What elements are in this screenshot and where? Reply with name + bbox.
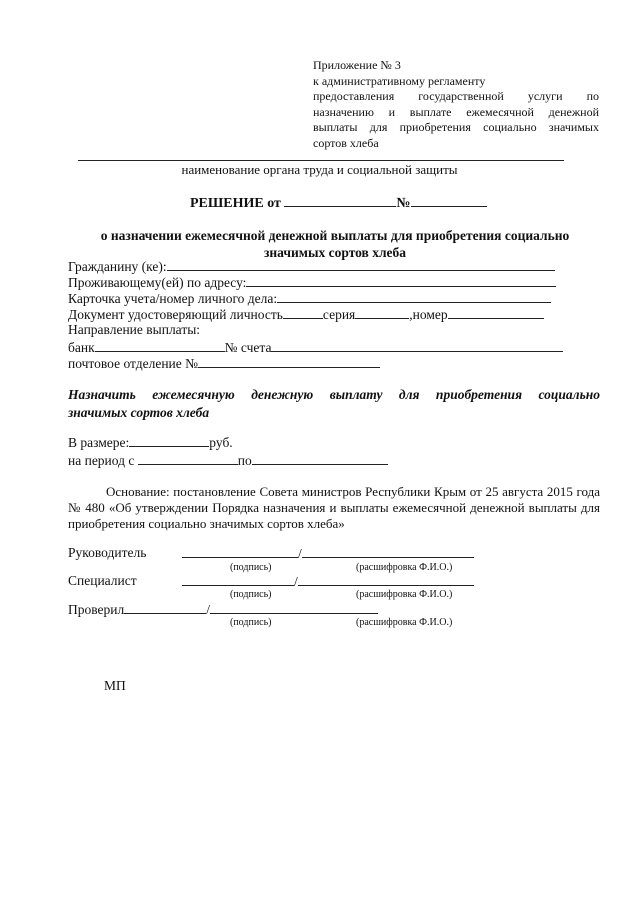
number-label: ,номер [409,307,448,322]
decision-line: Назначить ежемесячную денежную выплату для приобретения социально [68,387,600,402]
sign-caption: (подпись) [230,589,272,600]
appendix-line: к административному регламенту [313,73,486,88]
name-caption: (расшифровка Ф.И.О.) [356,617,453,628]
checked-signature-row [68,601,378,618]
period-from-field[interactable] [138,452,238,465]
post-field[interactable] [198,355,380,368]
name-caption: (расшифровка Ф.И.О.) [356,562,453,573]
address-row [68,274,556,291]
bank-row [68,339,563,356]
period-to-field[interactable] [252,452,388,465]
stamp-place: МП [104,678,126,693]
specialist-label: Специалист [68,573,137,588]
specialist-name-field[interactable] [298,573,474,586]
org-caption: наименование органа труда и социальной защиты [181,162,458,177]
slash: / [206,602,211,617]
direction-label: Направление выплаты: [68,322,201,337]
bank-label: банк [68,340,95,355]
account-field[interactable] [271,339,563,352]
decision-text [68,386,600,422]
citizen-label: Гражданину (ке): [68,259,167,274]
appendix-line: назначению и выплате ежемесячной денежной [313,104,599,119]
decision-date-field[interactable] [284,194,396,207]
decision-number-field[interactable] [411,194,487,207]
id-doc-row [68,306,544,323]
document-title [190,194,487,212]
card-label: Карточка учета/номер личного дела: [68,291,278,306]
appendix-line: предоставления государственной услуги по [313,89,599,104]
series-field[interactable] [355,306,409,319]
subtitle-line: значимых сортов хлеба [263,245,407,260]
basis-line: приобретения социально значимых сортов хлеба» [68,516,345,531]
amount-row [68,434,233,451]
basis-line: Основание: постановление Совета министров Республики Крым от 25 августа 2015 года [106,484,600,499]
amount-label: В размере: [68,435,130,450]
subtitle-line: о назначении ежемесячной денежной выплаты для приобретения социально [100,228,570,243]
citizen-field[interactable] [167,258,555,271]
appendix-block [313,58,599,152]
head-signature-field[interactable] [182,545,298,558]
number-field[interactable] [448,306,544,319]
slash: / [294,574,298,589]
title-prefix: РЕШЕНИЕ от [190,196,281,211]
slash: / [298,546,302,561]
head-name-field[interactable] [302,545,474,558]
checked-signature-field[interactable] [124,601,206,614]
org-name-line[interactable] [78,160,564,161]
series-label: серия [322,307,356,322]
card-field[interactable] [277,290,551,303]
specialist-signature-row [182,573,474,590]
title-number-sign: № [396,196,411,211]
id-doc-label: Документ удостоверяющий личность [68,307,283,322]
decision-line: значимых сортов хлеба [68,405,210,420]
head-signature-row [182,545,474,562]
citizen-row [68,258,555,275]
account-label: № счета [224,340,272,355]
document-subtitle [70,227,600,261]
id-doc-field[interactable] [283,306,323,319]
head-label: Руководитель [68,545,147,560]
direction-row [68,322,200,338]
checked-label: Проверил [68,602,125,617]
post-row [68,355,380,372]
period-to-label: по [237,453,252,468]
appendix-line: Приложение № 3 [313,58,401,72]
basis-line: № 480 «Об утверждении Порядка назначения и выплаты ежемесячной денежной выплаты для [68,500,600,515]
sign-caption: (подпись) [230,562,272,573]
address-field[interactable] [246,274,556,287]
specialist-signature-field[interactable] [182,573,294,586]
period-from-label: на период с [68,453,135,468]
post-label: почтовое отделение № [68,356,199,371]
name-caption: (расшифровка Ф.И.О.) [356,589,453,600]
basis-text [68,484,600,532]
sign-caption: (подпись) [230,617,272,628]
address-label: Проживающему(ей) по адресу: [68,275,247,290]
card-row [68,290,551,307]
amount-field[interactable] [129,434,209,447]
amount-unit: руб. [209,435,233,450]
appendix-line: сортов хлеба [313,135,379,150]
appendix-line: выплаты для приобретения социально значимых [313,120,599,135]
bank-field[interactable] [95,339,225,352]
checked-name-field[interactable] [210,601,378,614]
period-row [68,452,388,469]
